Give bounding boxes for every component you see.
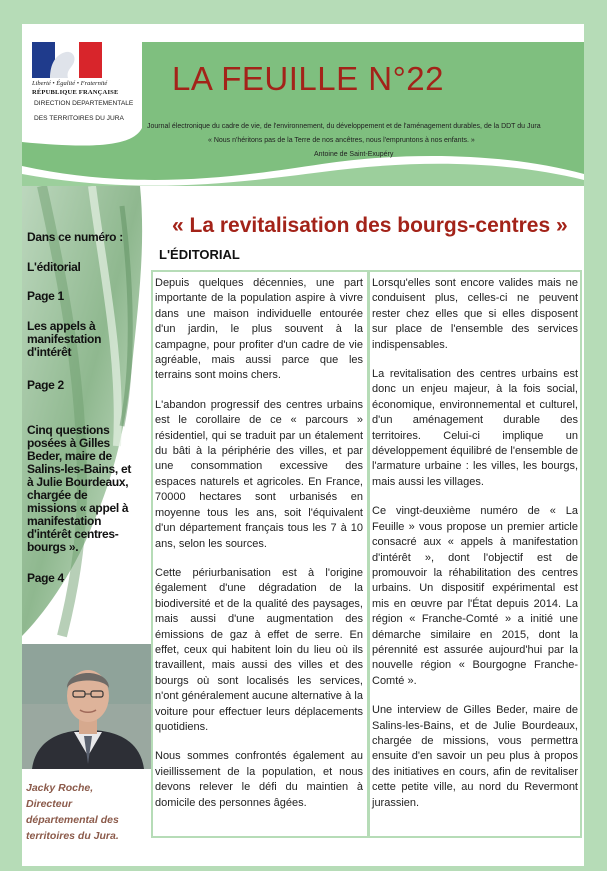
republic-motto: Liberté • Égalité • Fraternité <box>32 80 108 87</box>
sidebar-page-4[interactable]: Page 4 <box>27 571 64 585</box>
photo-caption <box>26 780 146 844</box>
paragraph: Nous sommes confrontés également au vieillissement de la population, et nous devons relever le défi du maintien à domicile des personnes âgées. <box>155 750 363 809</box>
paragraph: La revitalisation des centres urbains est donc un enjeu majeur, à la fois social, économique, environnemental et culturel, d'un aménagement durable des territoires. Celui-ci implique un développement équilibré de l'ensemble de l'armature urbaine : les villes, les bourgs, mais aussi les villages. <box>372 368 578 488</box>
sidebar-item-appels[interactable]: Les appels à manifestation d'intérêt <box>27 319 102 359</box>
header-quote: « Nous n'héritons pas de la Terre de nos ancêtres, nous l'empruntons à nos enfants. » <box>208 137 475 144</box>
direction-line-2: DES TERRITOIRES DU JURA <box>34 115 124 122</box>
quote-author: Antoine de Saint-Exupéry <box>314 151 394 158</box>
sidebar-heading: Dans ce numéro : <box>27 230 123 244</box>
sidebar-page-1[interactable]: Page 1 <box>27 289 64 303</box>
section-label: L'ÉDITORIAL <box>155 245 254 267</box>
paragraph: Lorsqu'elles sont encore valides mais ne conduisent plus, celles-ci ne peuvent rester chez elles que si elles disposent sur place de l'ensemble des services indispensables. <box>372 277 578 351</box>
caption-name: Jacky Roche, <box>26 782 94 794</box>
newsletter-title: LA FEUILLE N°22 <box>172 60 444 97</box>
republic-name: RÉPUBLIQUE FRANÇAISE <box>32 89 119 96</box>
sidebar-item-editorial[interactable]: L'éditorial <box>27 260 81 274</box>
sidebar-page-2[interactable]: Page 2 <box>27 378 64 392</box>
headline: « La revitalisation des bourgs-centres » <box>172 214 568 237</box>
marianne-flag-icon <box>32 42 102 78</box>
caption-role: Directeur départemental des territoires du Jura. <box>26 798 119 842</box>
header-band <box>22 24 584 186</box>
paragraph: Une interview de Gilles Beder, maire de Salins-les-Bains, et de Julie Bourdeaux, chargée de missions, vous permettra ensuite d'en savoir un peu plus à propos des initiatives en cours, afin de revitaliser cette petite ville, au nord du Revermont jurassien. <box>372 704 578 809</box>
journal-description: Journal électronique du cadre de vie, de l'environnement, du développement et de l'aménagement durables, de la DDT du Jura <box>147 123 541 130</box>
sidebar-item-questions[interactable]: Cinq questions posées à Gilles Beder, maire de Salins-les-Bains, et à Julie Bourdeaux, chargée de missions « appel à manifestation d'intérêt centres-bourgs ». <box>27 423 132 554</box>
paragraph: Cette périurbanisation est à l'origine également d'une dégradation de la biodiversité et de la qualité des paysages, mais aussi d'une augmentation des émissions de gaz à effet de serre. En effet, ceux qui habitent loin du lieu où ils travaillent, mais aussi des villes et des bourgs où sont localisés les services, n'ont généralement aucune alternative à la voiture pour effectuer leurs déplacements quotidiens. <box>155 566 363 733</box>
article-column-1 <box>155 276 363 825</box>
paragraph: L'abandon progressif des centres urbains est le corollaire de ce « parcours » résidentiel, qui se traduit par un étalement du bâti à la périphérie des villes, et par une consommation excessive des espaces naturels et agricoles. En France, 70000 hectares sont urbanisés en moyenne tous les ans, soit l'équivalent d'un département français tous les 7 à 10 ans, selon les sources. <box>155 398 363 550</box>
paragraph: Ce vingt-deuxième numéro de « La Feuille » vous propose un premier article consacré aux « appels à manifestation d'intérêt », dont l'objectif est de promouvoir la réhabilitation des centres urbains. Un dispositif expérimental est mis en œuvre par l'État depuis 2014. La région « Franche-Comté » a initié une démarche similaire en 2015, dont la pérennité est assurée aujourd'hui par la nouvelle région « Bourgogne Franche-Comté ». <box>372 505 578 687</box>
direction-line-1: DIRECTION DEPARTEMENTALE <box>34 100 134 107</box>
paragraph: Depuis quelques décennies, une part importante de la population aspire à vivre dans une maison individuelle entourée d'un jardin, le plus souvent à la campagne, pour profiter d'un cadre de vie agréable, mais aussi parce que les terrains sont moins chers. <box>155 277 363 382</box>
article-column-2 <box>372 276 578 825</box>
director-photo <box>22 644 153 769</box>
newsletter-page <box>22 24 584 866</box>
